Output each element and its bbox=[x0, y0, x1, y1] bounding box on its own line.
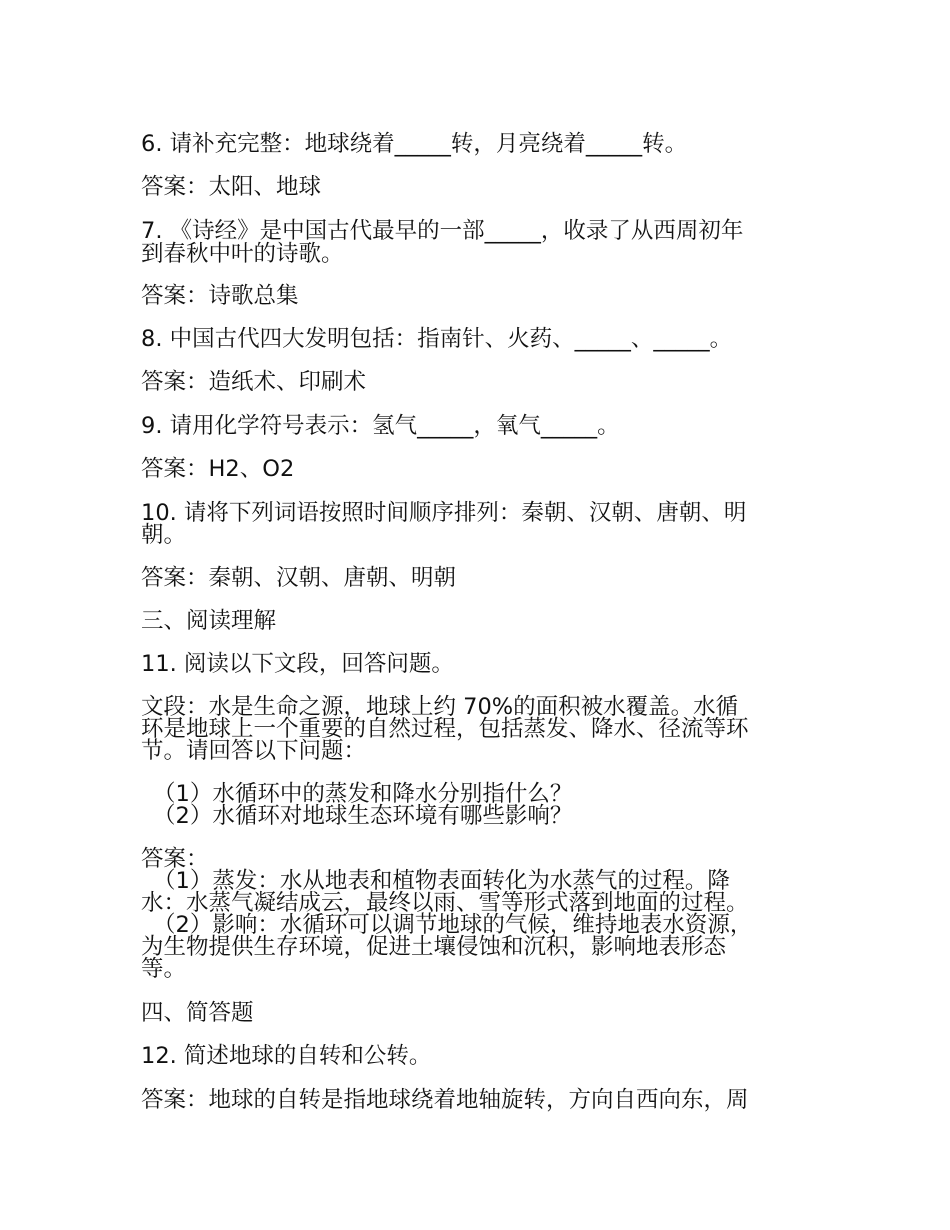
q6-question: 6. 请补充完整：地球绕着_____转，月亮绕着_____转。 bbox=[141, 131, 688, 157]
q11-answer-2-line1: （2）影响：水循环可以调节地球的气候，维持地表水资源， bbox=[153, 912, 753, 938]
q7-answer: 答案：诗歌总集 bbox=[141, 283, 299, 309]
q11-answer-label: 答案： bbox=[141, 846, 209, 872]
q9-question: 9. 请用化学符号表示：氢气_____，氧气_____。 bbox=[141, 413, 620, 439]
q11-sub-question-2: （2）水循环对地球生态环境有哪些影响？ bbox=[153, 803, 573, 829]
q12-question: 12. 简述地球的自转和公转。 bbox=[141, 1043, 432, 1069]
q10-question-line1: 10. 请将下列词语按照时间顺序排列：秦朝、汉朝、唐朝、明 bbox=[141, 500, 747, 526]
section3-title: 三、阅读理解 bbox=[141, 608, 277, 634]
q11-answer-2-line3: 等。 bbox=[141, 956, 187, 982]
q11-answer-1-line1: （1）蒸发：水从地表和植物表面转化为水蒸气的过程。降 bbox=[153, 868, 730, 894]
q8-answer: 答案：造纸术、印刷术 bbox=[141, 369, 367, 395]
q7-question-line2: 到春秋中叶的诗歌。 bbox=[141, 241, 344, 267]
q11-sub-question-1: （1）水循环中的蒸发和降水分别指什么？ bbox=[153, 781, 573, 807]
q6-answer: 答案：太阳、地球 bbox=[141, 174, 322, 200]
q11-passage-line1: 文段：水是生命之源，地球上约 70%的面积被水覆盖。水循 bbox=[141, 694, 739, 720]
q10-question-line2: 朝。 bbox=[141, 522, 187, 548]
q9-answer: 答案：H2、O2 bbox=[141, 456, 295, 482]
q11-answer-2-line2: 为生物提供生存环境，促进土壤侵蚀和沉积，影响地表形态 bbox=[141, 934, 727, 960]
q10-answer: 答案：秦朝、汉朝、唐朝、明朝 bbox=[141, 565, 457, 591]
q12-answer-line1: 答案：地球的自转是指地球绕着地轴旋转，方向自西向东，周 bbox=[141, 1087, 749, 1113]
q11-question: 11. 阅读以下文段，回答问题。 bbox=[141, 651, 454, 677]
q11-passage-line2: 环是地球上一个重要的自然过程，包括蒸发、降水、径流等环 bbox=[141, 716, 749, 742]
q7-question-line1: 7. 《诗经》是中国古代最早的一部_____，收录了从西周初年 bbox=[141, 218, 744, 244]
q11-answer-1-line2: 水：水蒸气凝结成云，最终以雨、雪等形式落到地面的过程。 bbox=[141, 890, 749, 916]
q8-question: 8. 中国古代四大发明包括：指南针、火药、_____、_____。 bbox=[141, 326, 733, 352]
section4-title: 四、简答题 bbox=[141, 1000, 254, 1026]
q11-passage-line3: 节。请回答以下问题： bbox=[141, 738, 367, 764]
